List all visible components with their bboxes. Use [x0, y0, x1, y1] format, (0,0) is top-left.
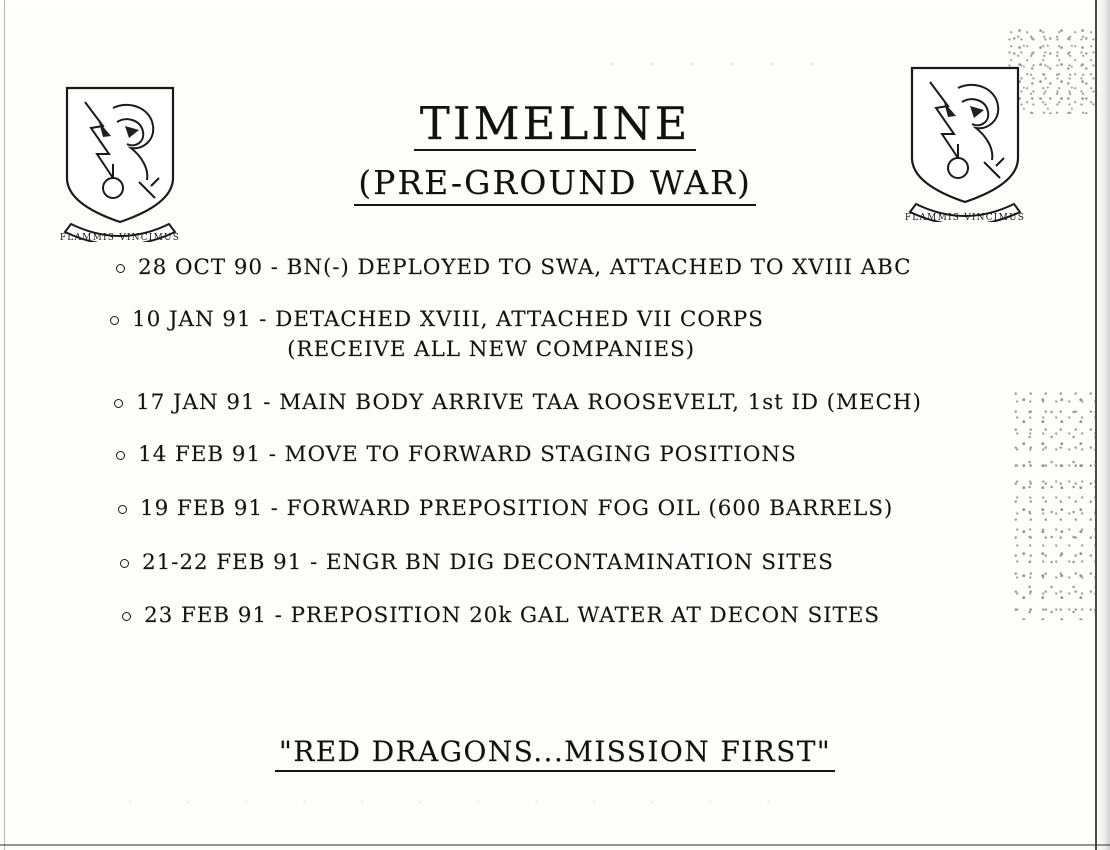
bullet-icon	[110, 316, 119, 325]
timeline-entry	[108, 442, 1000, 468]
bullet-icon	[120, 559, 129, 568]
motto-block	[0, 735, 1110, 772]
unit-motto: "RED DRAGONS...MISSION FIRST"	[275, 735, 835, 772]
page-subtitle: (PRE-GROUND WAR)	[354, 163, 756, 206]
scan-edge-top	[0, 0, 1110, 6]
title-block	[0, 97, 1110, 206]
insignia-motto-left-text: FLAMMIS VINCIMUS	[59, 233, 181, 242]
page-subtitle-wrap	[0, 163, 1110, 206]
scan-border-line-bottom	[0, 844, 1110, 846]
timeline-entry-text: 19 FEB 91 - FORWARD PREPOSITION FOG OIL (600 BARRELS)	[140, 496, 894, 522]
timeline-entry-subtext: (RECEIVE ALL NEW COMPANIES)	[287, 337, 695, 363]
bullet-icon	[116, 451, 125, 460]
timeline-entry-text: 10 JAN 91 - DETACHED XVIII, ATTACHED VII CORPS	[132, 307, 764, 333]
timeline-entry	[102, 307, 1000, 363]
timeline-entry-text: 23 FEB 91 - PREPOSITION 20k GAL WATER AT DECON SITES	[144, 602, 880, 628]
timeline-entry-text: 14 FEB 91 - MOVE TO FORWARD STAGING POSITIONS	[138, 441, 797, 467]
toner-speckle-bottom	[120, 790, 820, 830]
timeline-entry-text: 17 JAN 91 - MAIN BODY ARRIVE TAA ROOSEVELT, 1st ID (MECH)	[136, 389, 922, 415]
timeline-entry-text: 21-22 FEB 91 - ENGR BN DIG DECONTAMINATION SITES	[142, 550, 834, 576]
timeline-entry	[114, 603, 1000, 629]
timeline-entry	[108, 255, 1000, 281]
timeline-entry-list	[100, 255, 1000, 639]
toner-speckle-mid-right	[1012, 390, 1098, 620]
timeline-entry	[106, 390, 1000, 416]
timeline-entry	[112, 550, 1000, 576]
bullet-icon	[118, 505, 127, 514]
bullet-icon	[122, 612, 131, 621]
insignia-motto-right-text: FLAMMIS VINCIMUS	[904, 213, 1026, 222]
timeline-entry-text: 28 OCT 90 - BN(-) DEPLOYED TO SWA, ATTACHED TO XVIII ABC	[138, 255, 912, 280]
bullet-icon	[116, 264, 125, 273]
timeline-entry	[110, 496, 1000, 522]
toner-speckle-top-center	[600, 52, 820, 82]
page-title: TIMELINE	[414, 100, 697, 151]
bullet-icon	[114, 399, 123, 408]
